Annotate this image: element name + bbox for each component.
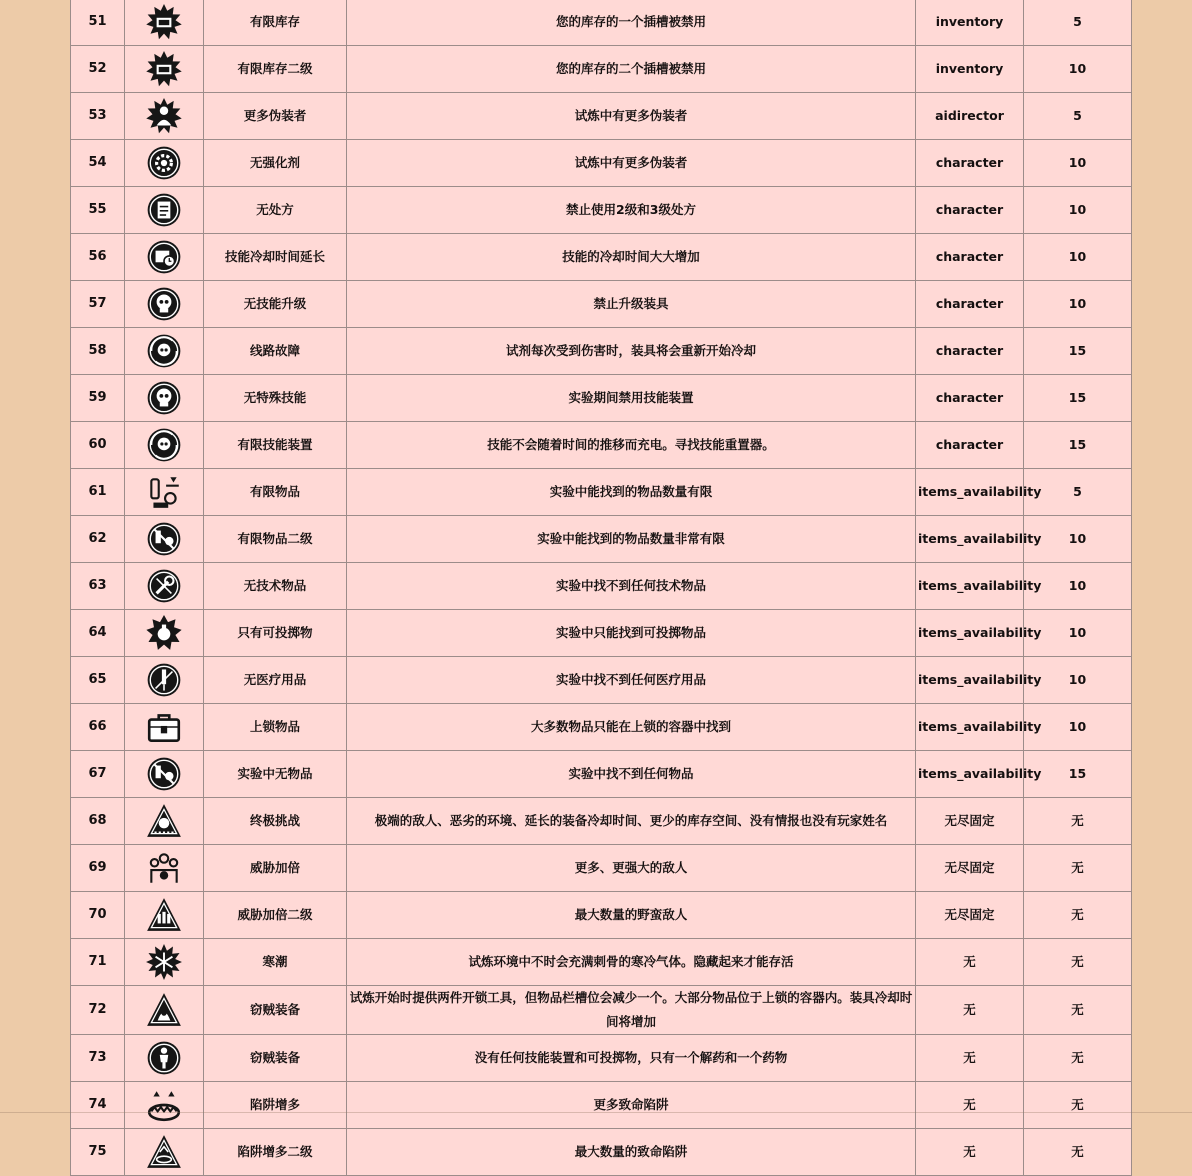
icon-cell [125,704,204,751]
modifier-category: items_availability [916,704,1024,751]
table-row [71,845,1132,892]
icon-cell [125,375,204,422]
modifier-description: 实验中能找到的物品数量有限 [347,469,916,516]
table-row [71,1082,1132,1129]
modifier-category: character [916,281,1024,328]
modifier-category: character [916,375,1024,422]
modifier-value: 无 [1024,798,1132,845]
icon-cell [125,469,204,516]
modifier-description: 最大数量的致命陷阱 [347,1129,916,1176]
modifier-category: 无 [916,986,1024,1035]
icon-cell [125,939,204,986]
items-circle-icon [127,755,201,793]
row-number: 56 [71,234,125,281]
modifier-name: 有限物品二级 [204,516,347,563]
modifier-value: 无 [1024,845,1132,892]
modifier-category: 无 [916,1129,1024,1176]
row-number: 72 [71,986,125,1035]
icon-cell [125,93,204,140]
icon-cell [125,563,204,610]
table-body [71,0,1132,1176]
table-row [71,939,1132,986]
modifier-value: 无 [1024,939,1132,986]
icon-cell [125,1082,204,1129]
modifier-name: 技能冷却时间延长 [204,234,347,281]
icon-cell [125,751,204,798]
table-row [71,375,1132,422]
table-row [71,1129,1132,1176]
hooded-triangle-icon [127,991,201,1029]
modifier-description: 更多致命陷阱 [347,1082,916,1129]
modifier-description: 禁止使用2级和3级处方 [347,187,916,234]
table-row [71,516,1132,563]
modifier-category: items_availability [916,563,1024,610]
row-number: 53 [71,93,125,140]
modifier-category: 无尽固定 [916,892,1024,939]
row-number: 74 [71,1082,125,1129]
modifier-name: 只有可投掷物 [204,610,347,657]
modifier-name: 有限技能装置 [204,422,347,469]
modifier-name: 实验中无物品 [204,751,347,798]
modifier-description: 最大数量的野蛮敌人 [347,892,916,939]
items-limited-icon [127,473,201,511]
modifier-value: 10 [1024,563,1132,610]
modifier-name: 无处方 [204,187,347,234]
modifier-name: 威胁加倍 [204,845,347,892]
crowd-icon [127,849,201,887]
modifier-value: 15 [1024,328,1132,375]
modifier-category: 无 [916,1082,1024,1129]
icon-cell [125,328,204,375]
row-number: 52 [71,46,125,93]
modifier-description: 实验中能找到的物品数量非常有限 [347,516,916,563]
table-row [71,0,1132,46]
row-number: 58 [71,328,125,375]
modifier-name: 陷阱增多二级 [204,1129,347,1176]
icon-cell [125,234,204,281]
modifier-name: 无医疗用品 [204,657,347,704]
row-number: 70 [71,892,125,939]
modifier-name: 寒潮 [204,939,347,986]
table-row [71,469,1132,516]
modifier-category: items_availability [916,751,1024,798]
modifier-description: 试炼中有更多伪装者 [347,93,916,140]
modifier-value: 10 [1024,657,1132,704]
modifier-description: 技能的冷却时间大大增加 [347,234,916,281]
row-number: 66 [71,704,125,751]
modifier-value: 10 [1024,704,1132,751]
table-row [71,798,1132,845]
modifier-table [70,0,1132,1176]
modifier-description: 您的库存的一个插槽被禁用 [347,0,916,46]
modifier-name: 无技能升级 [204,281,347,328]
modifier-category: character [916,187,1024,234]
table-row [71,751,1132,798]
table-row [71,281,1132,328]
modifier-name: 陷阱增多 [204,1082,347,1129]
icon-cell [125,187,204,234]
items-circle-icon [127,520,201,558]
modifier-name: 无强化剂 [204,140,347,187]
modifier-value: 5 [1024,93,1132,140]
modifier-name: 有限库存二级 [204,46,347,93]
modifier-name: 有限库存 [204,0,347,46]
trap-triangle-icon [127,1133,201,1171]
modifier-value: 10 [1024,234,1132,281]
table-row [71,46,1132,93]
row-number: 68 [71,798,125,845]
icon-cell [125,1035,204,1082]
modifier-value: 无 [1024,892,1132,939]
row-number: 73 [71,1035,125,1082]
row-number: 54 [71,140,125,187]
skull-arrows-icon [127,332,201,370]
icon-cell [125,798,204,845]
modifier-name: 无特殊技能 [204,375,347,422]
modifier-name: 更多伪装者 [204,93,347,140]
table-row [71,704,1132,751]
modifier-name: 有限物品 [204,469,347,516]
row-number: 71 [71,939,125,986]
modifier-value: 无 [1024,986,1132,1035]
skull-arrows-icon [127,426,201,464]
modifier-description: 实验期间禁用技能装置 [347,375,916,422]
modifier-description: 大多数物品只能在上锁的容器中找到 [347,704,916,751]
gear-circle-icon [127,144,201,182]
modifier-category: aidirector [916,93,1024,140]
modifier-category: 无 [916,939,1024,986]
modifier-description: 更多、更强大的敌人 [347,845,916,892]
table-row [71,610,1132,657]
modifier-category: inventory [916,0,1024,46]
table-row [71,986,1132,1035]
row-number: 65 [71,657,125,704]
icon-cell [125,610,204,657]
person-circle-icon [127,1039,201,1077]
row-number: 57 [71,281,125,328]
modifier-value: 5 [1024,0,1132,46]
modifier-value: 10 [1024,187,1132,234]
table-row [71,892,1132,939]
icon-cell [125,657,204,704]
modifier-description: 没有任何技能装置和可投掷物，只有一个解药和一个药物 [347,1035,916,1082]
syringe-circle-icon [127,661,201,699]
modifier-category: character [916,234,1024,281]
modifier-value: 无 [1024,1082,1132,1129]
modifier-description: 试剂每次受到伤害时，装具将会重新开始冷却 [347,328,916,375]
skull-triangle-icon [127,802,201,840]
row-number: 55 [71,187,125,234]
modifier-value: 无 [1024,1035,1132,1082]
modifier-category: items_availability [916,610,1024,657]
spiked-inventory-icon [127,50,201,88]
modifier-description: 技能不会随着时间的推移而充电。寻找技能重置器。 [347,422,916,469]
modifier-name: 上锁物品 [204,704,347,751]
modifier-value: 10 [1024,140,1132,187]
modifier-name: 窃贼装备 [204,1035,347,1082]
grenade-burst-icon [127,614,201,652]
modifier-description: 实验中找不到任何医疗用品 [347,657,916,704]
modifier-category: character [916,328,1024,375]
modifier-value: 15 [1024,375,1132,422]
spiked-inventory-icon [127,3,201,41]
skull-circle-icon [127,379,201,417]
modifier-category: character [916,422,1024,469]
icon-cell [125,845,204,892]
modifier-category: 无 [916,1035,1024,1082]
modifier-value: 15 [1024,751,1132,798]
modifier-category: character [916,140,1024,187]
table-row [71,140,1132,187]
modifier-category: inventory [916,46,1024,93]
wrench-circle-icon [127,567,201,605]
modifier-description: 极端的敌人、恶劣的环境、延长的装备冷却时间、更少的库存空间、没有情报也没有玩家姓名 [347,798,916,845]
row-number: 67 [71,751,125,798]
modifier-value: 10 [1024,610,1132,657]
table-row [71,187,1132,234]
table-row [71,657,1132,704]
clipboard-circle-icon [127,191,201,229]
modifier-name: 无技术物品 [204,563,347,610]
icon-cell [125,46,204,93]
modifier-name: 窃贼装备 [204,986,347,1035]
row-number: 59 [71,375,125,422]
modifier-description: 实验中找不到任何技术物品 [347,563,916,610]
icon-cell [125,516,204,563]
icon-cell [125,281,204,328]
modifier-description: 试炼环境中不时会充满刺骨的寒冷气体。隐藏起来才能存活 [347,939,916,986]
icon-cell [125,986,204,1035]
icon-cell [125,140,204,187]
icon-cell [125,892,204,939]
icon-cell [125,0,204,46]
modifier-description: 实验中只能找到可投掷物品 [347,610,916,657]
modifier-value: 10 [1024,281,1132,328]
row-number: 60 [71,422,125,469]
cooldown-clock-icon [127,238,201,276]
mimic-figure-icon [127,97,201,135]
row-number: 75 [71,1129,125,1176]
modifier-value: 5 [1024,469,1132,516]
row-number: 62 [71,516,125,563]
divider [0,1112,1192,1113]
modifier-description: 试炼中有更多伪装者 [347,140,916,187]
bear-trap-icon [127,1086,201,1124]
row-number: 64 [71,610,125,657]
skull-circle-icon [127,285,201,323]
modifier-category: 无尽固定 [916,845,1024,892]
table-row [71,328,1132,375]
table-row [71,422,1132,469]
modifier-description: 实验中找不到任何物品 [347,751,916,798]
modifier-category: items_availability [916,516,1024,563]
table-row [71,563,1132,610]
locked-case-icon [127,708,201,746]
modifier-table-container [70,0,1131,1176]
row-number: 61 [71,469,125,516]
icon-cell [125,1129,204,1176]
modifier-description: 禁止升级装具 [347,281,916,328]
modifier-value: 无 [1024,1129,1132,1176]
modifier-name: 线路故障 [204,328,347,375]
table-row [71,234,1132,281]
modifier-value: 15 [1024,422,1132,469]
icon-cell [125,422,204,469]
modifier-value: 10 [1024,46,1132,93]
row-number: 63 [71,563,125,610]
table-row [71,1035,1132,1082]
modifier-category: 无尽固定 [916,798,1024,845]
crowd-triangle-icon [127,896,201,934]
modifier-description: 您的库存的二个插槽被禁用 [347,46,916,93]
modifier-name: 终极挑战 [204,798,347,845]
modifier-value: 10 [1024,516,1132,563]
table-row [71,93,1132,140]
modifier-category: items_availability [916,469,1024,516]
modifier-category: items_availability [916,657,1024,704]
snowflake-burst-icon [127,943,201,981]
row-number: 51 [71,0,125,46]
modifier-name: 威胁加倍二级 [204,892,347,939]
row-number: 69 [71,845,125,892]
modifier-description: 试炼开始时提供两件开锁工具，但物品栏槽位会减少一个。大部分物品位于上锁的容器内。装具冷却时间将增加 [347,986,916,1035]
